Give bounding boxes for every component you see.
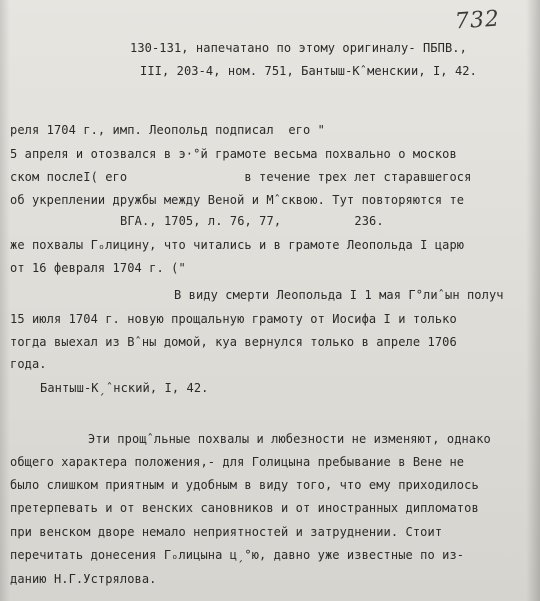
text-line: было слишком приятным и удобным в виду того, что ему приходилось: [10, 478, 479, 492]
header-line: III, 203-4, ном. 751, Бантыш-Кˆменскии, I, 42.: [140, 64, 477, 78]
text-line: ВГА., 1705, л. 76, 77, 236.: [120, 214, 384, 228]
text-line: об укреплении дружбы между Веной и Мˆсквою. Тут повторяются те: [10, 193, 465, 207]
text-line: года.: [10, 357, 47, 371]
text-line: Эти прощˆльные похвалы и любезности не изменяют, однако: [88, 432, 491, 446]
header-line: 130-131, напечатано по этому оригиналу- ПБПВ.,: [130, 41, 467, 55]
page-edge-shadow-right: [526, 0, 540, 601]
text-line: претерпевать и от венских сановников и от иностранных дипломатов: [10, 501, 479, 515]
text-line: реля 1704 г., имп. Леопольд подписал его ": [10, 123, 325, 137]
text-line: тогда выехал из Вˆны домой, куа вернулся только в апреле 1706: [10, 335, 457, 349]
text-line: 15 июля 1704 г. новую прощальную грамоту от Иосифа I и только: [10, 312, 457, 326]
text-line: же похвалы Гₒлицину, что читались и в грамоте Леопольда I царю: [10, 238, 465, 252]
text-line: 5 апреля и отозвался в э·°й грамоте весьма похвально о москов: [10, 147, 457, 161]
text-line: ском послеI( его в течение трех лет старавшегося: [10, 170, 472, 184]
text-line: общего характера положения,- для Голицына пребывание в Вене не: [10, 455, 465, 469]
text-line: В виду смерти Леопольда I 1 мая Г°лиˆын получ: [174, 288, 504, 302]
text-line: от 16 февраля 1704 г. (": [10, 261, 186, 275]
handwritten-page-number: 732: [454, 6, 501, 35]
page-edge-shadow-left: [0, 0, 10, 601]
text-line: при венском дворе немало неприятностей и затруднении. Стоит: [10, 525, 443, 539]
text-line: данию Н.Г.Устрялова.: [10, 572, 157, 586]
citation-line: Бантыш-Кˏˆнский, I, 42.: [40, 381, 209, 395]
text-line: перечитать донесения Гₒлицына цˏ°ю, давно уже известные по из-: [10, 548, 465, 562]
